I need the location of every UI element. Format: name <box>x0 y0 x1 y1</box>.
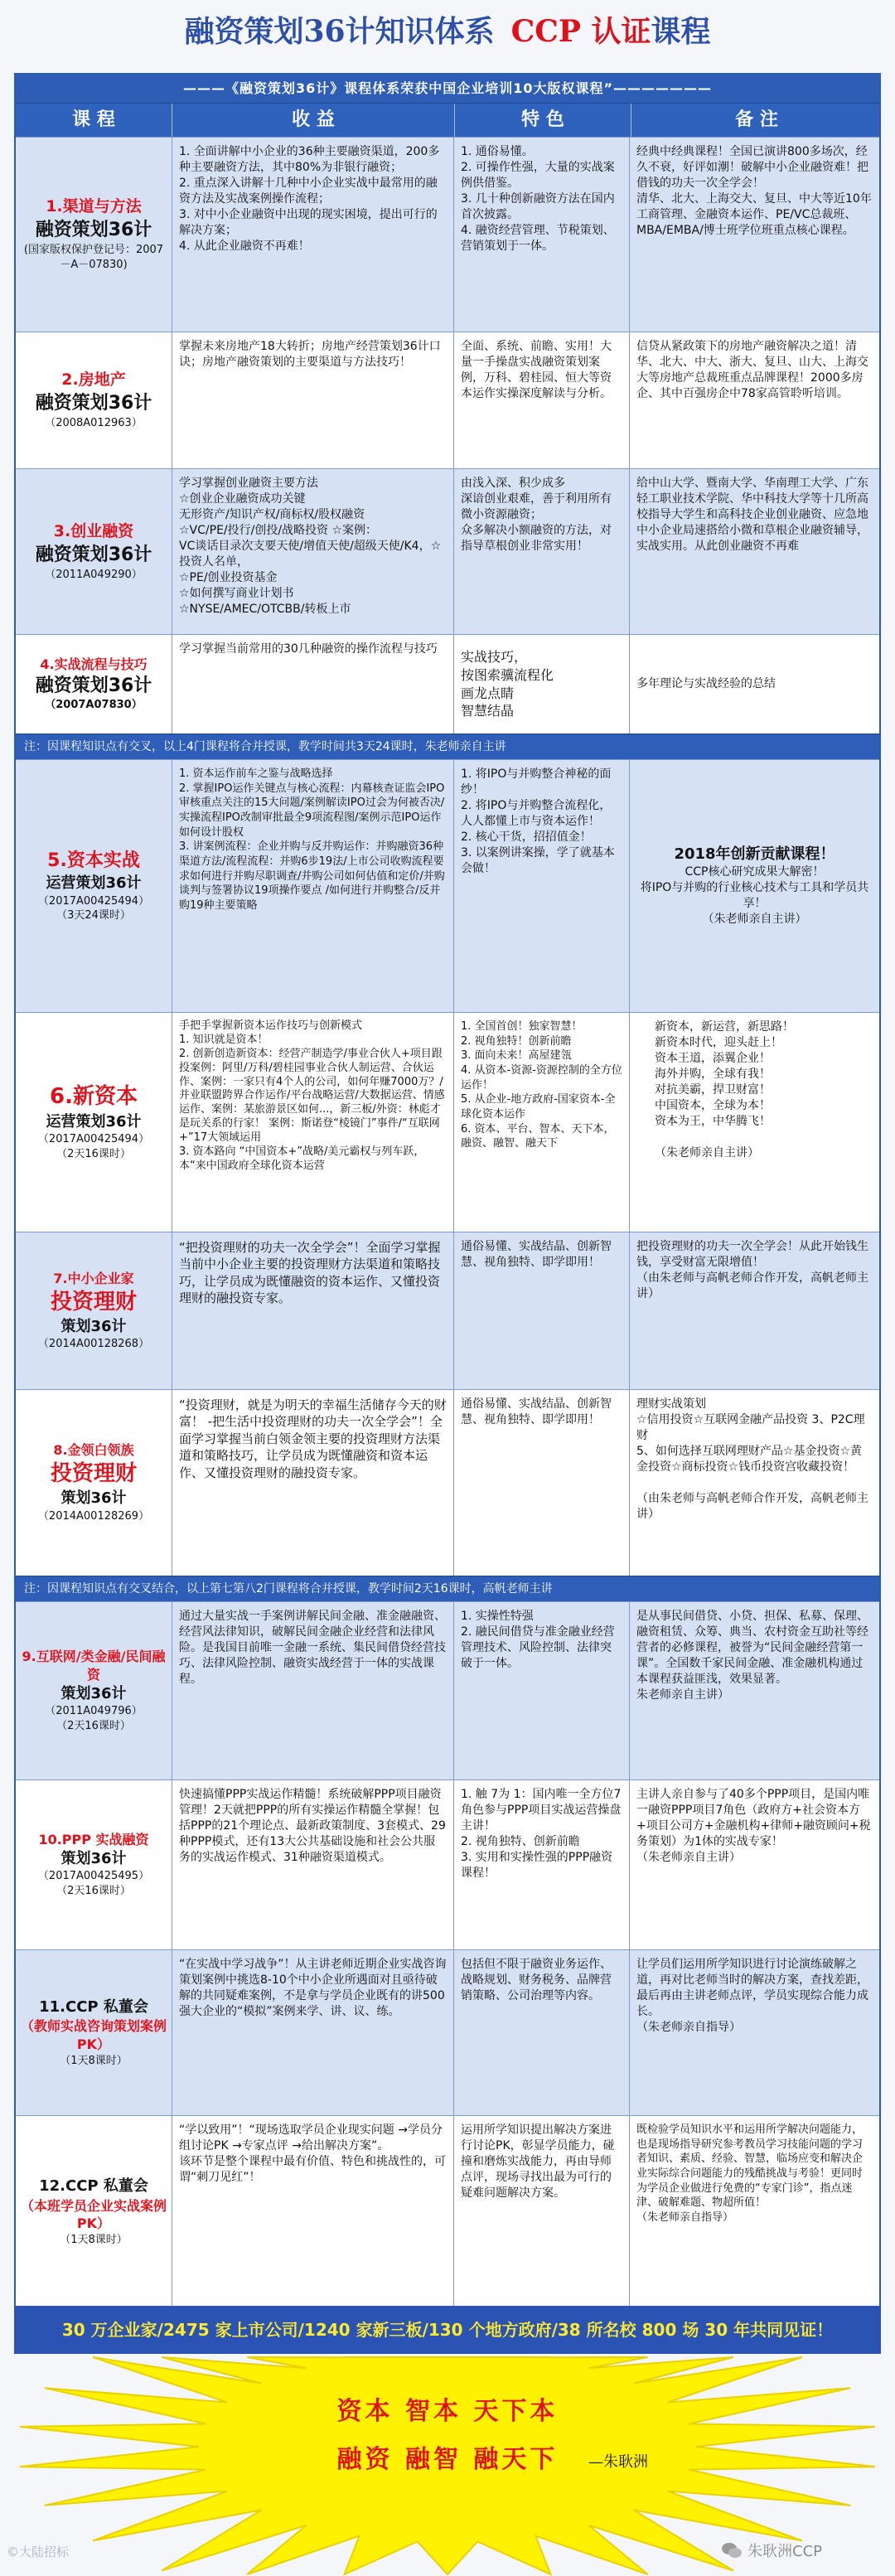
course-name-black: 策划36计 <box>60 1317 127 1335</box>
course-register-no: （2008A012963） <box>45 417 143 430</box>
course-name-black: 融资策划36计 <box>35 675 152 696</box>
table-row <box>16 332 879 468</box>
table-row <box>16 1012 879 1232</box>
footer-banner: 30 万企业家/2475 家上市公司/1240 家新三板/130 个地方政府/38 所名校 800 场 30 年共同见证！ <box>14 2306 881 2354</box>
course-name-red: 2.房地产 <box>61 370 126 390</box>
course-name-black: 融资策划36计 <box>35 220 152 241</box>
table-row <box>16 1779 879 1949</box>
slogan-area <box>0 2356 895 2576</box>
watermark-left: ©大陆招标 <box>7 2545 70 2559</box>
feature-cell: 全面、系统、前瞻、实用！大量一手操盘实战融资策划案例，万科、碧桂园、恒大等资本运作实操深度解读与分析。 <box>453 332 629 468</box>
table-row <box>16 759 879 1012</box>
title-part1: 融资策划36计知识体系 <box>184 14 495 49</box>
course-table <box>14 73 881 2310</box>
course-duration: （2天16课时） <box>56 1885 131 1898</box>
remark-cell: 信贷从紧政策下的房地产融资解决之道！清华、北大、中大、浙大、复旦、山大、上海交大等房地产总裁班重点品牌课程！2000多房企、其中百强房企中78家高管聆听培训。 <box>629 332 879 468</box>
wechat-icon <box>721 2541 743 2559</box>
table-row <box>16 1232 879 1389</box>
course-cell <box>16 1950 172 2115</box>
benefit-cell: 快速搞懂PPP实战运作精髓！系统破解PPP项目融资管理！2天就把PPP的所有实操运作精髓全掌握！包括PPP的21个理论点、最新政策制度、3套模式、29种PPP模式，还有13大公共基础设施和社会公共服务的实战运作模式、31种融资渠道模式。 <box>172 1780 453 1949</box>
course-name-red: 3.创业融资 <box>53 521 134 540</box>
course-name-red: 7.中小企业家 <box>53 1270 134 1286</box>
benefit-cell: 通过大量实战一手案例讲解民间金融、准金融融资、经营风法律知识，破解民间金融企业经营和法律风险。是我国目前唯一金融一系统、集民间借贷经营技巧、法律风险控制、融资实战经营于一体的实战课程。 <box>172 1602 453 1779</box>
table-row <box>16 1389 879 1576</box>
remark-cell: 理财实战策划 ☆信用投资☆互联网金融产品投资 3、P2C理财 5、如何选择互联网理财产品☆基金投资☆黄金投资☆商标投资☆钱币投资宫收藏投资！ （由朱老师与高帆老师合作开发，高帆老师主讲） <box>629 1390 879 1576</box>
course-name-red: （本班学员企业实战案例 PK） <box>20 2197 167 2232</box>
benefit-cell: “学以致用”！“现场选取学员企业现实问题 →学员分组讨论PK →专家点评 →给出解决方案”。 该环节是整个课程中最有价值、特色和挑战性的，可谓“刺刀见红”！ <box>172 2116 453 2308</box>
course-cell <box>16 1390 172 1576</box>
feature-cell: 通俗易懂、实战结晶、创新智慧、视角独特、即学即用！ <box>453 1232 629 1389</box>
remark-cell: 给中山大学、暨南大学、华南理工大学、广东轻工职业技术学院、华中科技大学等十几所高校指导大学生和高科技企业创业融资、应急地中小企业局速搭给小微和草根企业融资辅导，实战实用。从此创业融资不再难 <box>629 469 879 634</box>
benefit-cell: “在实战中学习战争”！从主讲老师近期企业实战咨询策划案例中挑选8-10个中小企业所遇面对且亟待破解的共同疑难案例，不是拿与学员企业既有的讲500强大企业的“模拟”案例来学、讲、议、练。 <box>172 1950 453 2115</box>
slogan-line-2: 融资 融智 融天下 <box>336 2445 559 2474</box>
course-name-red: 6.新资本 <box>50 1084 138 1110</box>
course-register-no: （2017A00425495） <box>37 1870 150 1883</box>
course-name-red: （教师实战咨询策划案例 PK） <box>20 2018 167 2052</box>
remark-cell: 主讲人亲自参与了40多个PPP项目，是国内唯一融资PPP项目7角色（政府方+社会资本方+项目公司方+金融机构+律师+融资顾问+税务策划）为1体的实战专家！ （朱老师亲自主讲） <box>629 1780 879 1949</box>
feature-cell: 实战技巧， 按图索骥流程化 画龙点睛 智慧结晶 <box>453 635 629 734</box>
course-cell <box>16 1780 172 1949</box>
title-part3: 课程 <box>651 14 711 49</box>
course-name-black: 策划36计 <box>60 1849 127 1867</box>
course-cell <box>16 1232 172 1389</box>
course-cell <box>16 760 172 1012</box>
course-register-no: （2007A07830） <box>45 699 143 712</box>
benefit-cell: 学习掌握创业融资主要方法 ☆创业企业融资成功关键 无形资产/知识产权/商标权/股权融资 ☆VC/PE/投行/创投/战略投资 ☆案例： VC谈话目录次支要天使/增值天使/超级天使/K4，☆投资人名单， ☆PE/创业投资基金 ☆如何撰写商业计划书 ☆NYSE/AMEC/OTCBB/转板上市 <box>172 469 453 634</box>
feature-cell: 1. 实操性特强 2. 融民间借贷与准金融业经营管理技术、风险控制、法律突破于一体。 <box>453 1602 629 1779</box>
note-bar: 注：因课程知识点有交叉，以上4门课程将合并授课，教学时间共3天24课时，朱老师亲自主讲 <box>16 734 879 759</box>
course-duration: （2天16课时） <box>56 1719 131 1732</box>
course-cell <box>16 332 172 468</box>
feature-cell: 包括但不限于融资业务运作、战略规划、财务税务、品牌营销策略、公司治理等内容。 <box>453 1950 629 2115</box>
watermark-right <box>721 2540 822 2561</box>
header-remark: 备 注 <box>631 104 882 137</box>
feature-cell: 运用所学知识提出解决方案进行讨论PK，彰显学员能力，碰撞和磨炼实战能力，再由导师点评，现场寻找出最为可行的疑难问题解决方案。 <box>453 2116 629 2308</box>
feature-cell: 通俗易懂、实战结晶、创新智慧、视角独特、即学即用！ <box>453 1390 629 1576</box>
header-course: 课 程 <box>72 109 115 130</box>
benefit-cell: “把投资理财的功夫一次全学会”！全面学习掌握当前中小企业主要的投资理财方法渠道和策略技巧，让学员成为既懂融资的资本运作、又懂投资理财的融投资专家。 <box>172 1232 453 1389</box>
course-cell <box>16 635 172 734</box>
course-name-black: 策划36计 <box>60 1489 127 1508</box>
benefit-cell: 1. 资本运作前车之鉴与战略选择 2. 掌握IPO运作关键点与核心流程：内幕核查证监会IPO审核重点关注的15大问题/案例解读IPO过会为何被否决/实操流程IPO改制审批最全9项流程图/案例示范IPO运作如何设计股权 3. 讲案例流程：企业并购与反并购运作：并购融资36种渠道方法/流程流程：并购6步19法/上市公司收购流程要求如何进行并购尽职调查/并购公司如何估值和定价/并购谈判与签署协议19项操作要点 /如何进行并购整合/反并购19种主要策略 <box>172 760 453 1012</box>
remark-cell: 多年理论与实战经验的总结 <box>629 635 879 734</box>
course-cell <box>16 469 172 634</box>
course-register-no: (国家版权保护登记号：2007－A－07830) <box>23 244 164 271</box>
course-register-no: （2017A00425494） <box>37 1133 150 1146</box>
remark-text: CCP核心研究成果大解密！ 将IPO与并购的行业核心技术与工具和学员共享！ （朱老师亲自主讲） <box>640 865 869 927</box>
remark-cell: 让学员们运用所学知识进行讨论演练破解之道，再对比老师当时的解决方案，查找差距，最后再由主讲老师点评，学员实现综合能力成长。 （朱老师亲自指导） <box>629 1950 879 2115</box>
slogan-line-1: 资本 智本 天下本 <box>336 2397 559 2426</box>
remark-title: 2018年创新贡献课程！ <box>674 845 835 863</box>
course-name-red: 9.互联网/类金融/民间融资 <box>22 1649 166 1683</box>
course-name: 11.CCP 私董会 <box>39 1997 148 2016</box>
course-cell <box>16 1013 172 1232</box>
feature-cell: 1. 全国首创！独家智慧！ 2. 视角独特！创新前瞻 3. 面向未来！高屋建瓴 4. 从资本-资源-资源控制的全方位运作！ 5. 从企业-地方政府-国家资本-全球化资本运作 6. 资本、平台、智本、天下本，融资、融智、融天下 <box>453 1013 629 1232</box>
table-row <box>16 634 879 734</box>
remark-cell: 既检验学员知识水平和运用所学解决问题能力，也是现场指导研究参考教员学习技能问题的学习者知识、素质、经验、智慧，临场应变和解决企业实际综合问题能力的残酷挑战与考验！更同时为学员企业做进行免费的“专家门诊”，指点迷津、破解难题、物超所值！ （朱老师亲自指导） <box>629 2116 879 2308</box>
award-banner: ———《融资策划36计》课程体系荣获中国企业培训10大版权课程”——————— <box>16 75 879 103</box>
remark-cell: 新资本，新运营，新思路！ 新资本时代，迎头赶上！ 资本王道，添翼企业！ 海外并购，全球有我！ 对抗美霸，捍卫财富！ 中国资本，全球为本！ 资本为王，中华腾飞！ （朱老师亲自主讲） <box>629 1013 879 1232</box>
course-register-no: （2011A049796） <box>45 1705 143 1718</box>
course-name: 12.CCP 私董会 <box>39 2177 148 2196</box>
course-register-no: （2017A00425494） <box>37 894 150 908</box>
benefit-cell: 掌握未来房地产18大转折；房地产经营策划36计口诀；房地产融资策划的主要渠道与方法技巧！ <box>172 332 453 468</box>
feature-cell: 1. 通俗易懂。 2. 可操作性强，大量的实战案例供借鉴。 3. 几十种创新融资方法在国内首次披露。 4. 融资经营管理、节税策划、营销策划于一体。 <box>453 138 629 332</box>
remark-cell <box>629 760 879 1012</box>
table-row <box>16 137 879 332</box>
course-duration: （2天16课时） <box>56 1147 131 1160</box>
course-duration: （1天8课时） <box>60 2054 128 2067</box>
course-name-red-big: 投资理财 <box>50 1289 137 1315</box>
table-row <box>16 468 879 634</box>
watermark-right-text: 朱耿洲CCP <box>747 2543 822 2560</box>
remark-cell: 把投资理财的功夫一次全学会！从此开始钱生钱，享受财富无限增值！ （由朱老师与高帆老师合作开发，高帆老师主讲） <box>629 1232 879 1389</box>
course-name-red: 10.PPP 实战融资 <box>38 1832 149 1848</box>
course-duration: （3天24课时） <box>56 909 131 922</box>
course-name-black: 融资策划36计 <box>35 393 152 414</box>
course-duration: （1天8课时） <box>60 2234 128 2247</box>
course-name-black: 融资策划36计 <box>35 544 152 565</box>
table-row <box>16 1949 879 2115</box>
note-bar: 注：因课程知识点有交叉结合，以上第七第八2门课程将合并授课，教学时间2天16课时，高帆老师主讲 <box>16 1576 879 1601</box>
table-row <box>16 1601 879 1779</box>
course-name-black: 运营策划36计 <box>46 1112 142 1131</box>
course-name-red: 8.金领白领族 <box>53 1442 134 1459</box>
course-cell <box>16 2116 172 2308</box>
remark-cell: 是从事民间借贷、小贷、担保、私募、保理、融资租赁、众筹、典当、农村资金互助社等经营者的必修课程，被誉为“民间金融经营第一课”。全国数千家民间金融、准金融机构通过本课程获益匪浅，效果显著。 朱老师亲自主讲） <box>629 1602 879 1779</box>
benefit-cell: 1. 全面讲解中小企业的36种主要融资渠道，200多种主要融资方法，其中80%为非银行融资； 2. 重点深入讲解十几种中小企业实战中最常用的融资方法及实战案例操作流程； 3. 对中小企业融资中出现的现实困境，提出可行的解决方案； 4. 从此企业融资不再难！ <box>172 138 453 332</box>
course-name-red: 4.实战流程与技巧 <box>40 656 148 672</box>
benefit-cell: 学习掌握当前常用的30几种融资的操作流程与技巧 <box>172 635 453 734</box>
page-title <box>0 0 895 63</box>
table-row <box>16 2115 879 2308</box>
course-cell <box>16 1602 172 1779</box>
header-feature: 特 色 <box>454 104 631 137</box>
course-name-red-big: 投资理财 <box>50 1461 137 1487</box>
benefit-cell: 手把手掌握新资本运作技巧与创新模式 1. 知识就是资本！ 2. 创新创造新资本：经营产制造学/事业合伙人+项目跟投案例：阿里/万科/碧桂园事业合伙人制运营、合伙运作、案例：一家只有4个人的公司，如何年赚7000万？/并业联盟跨界合作运作/平台战略运营/大数据运营、情感运作、案例：某旅游景区如何...，新三板/外资：林彪才是玩关系的行家！ 案例：斯诺登“棱镜门”事件/“互联网+”17大领域运用 3. 资本路向 “中国资本+”战略/美元霸权与列车跃，本“来中国政府全球化资本运营 <box>172 1013 453 1232</box>
course-register-no: （2014A00128269） <box>37 1509 150 1523</box>
benefit-cell: “投资理财，就是为明天的幸福生活储存今天的财富！ -把生活中投资理财的功夫一次全学会”！全面学习掌握当前白领金领主要的投资理财方法渠道和策略技巧，让学员成为既懂融资和资本运作、又懂投资理财的融投资专家。 <box>172 1390 453 1576</box>
feature-cell: 1. 触 7为 1：国内唯一全方位7角色参与PPP项目实战运营操盘主讲！ 2. 视角独特、创新前瞻 3. 实用和实操性强的PPP融资课程！ <box>453 1780 629 1949</box>
feature-cell: 由浅入深、积少成多 深谙创业艰难，善于利用所有微小资源融资； 众多解决小额融资的方法，对指导草根创业非常实用！ <box>453 469 629 634</box>
feature-cell: 1. 将IPO与并购整合神秘的面纱！ 2. 将IPO与并购整合流程化，人人都懂上市与资本运作！ 2. 核心干货，招招值金！ 3. 以案例讲案操，学了就基本会做！ <box>453 760 629 1012</box>
course-cell <box>16 138 172 332</box>
course-name-red: 5.资本实战 <box>47 850 140 872</box>
remark-cell: 经典中经典课程！全国已演讲800多场次，经久不衰，好评如潮！破解中小企业融资难！把借钱的功夫一次全学会！ 清华、北大、上海交大、复旦、中大等近10年工商管理、金融资本运作、PE/VC总裁班、MBA/EMBA/博士班学位班重点核心课程。 <box>629 138 879 332</box>
table-header <box>16 103 879 137</box>
course-register-no: （2014A00128268） <box>37 1338 150 1351</box>
course-name-red: 1.渠道与方法 <box>46 197 142 216</box>
title-part2: CCP 认证 <box>510 14 651 49</box>
course-register-no: （2011A049290） <box>45 568 143 581</box>
course-name-black: 运营策划36计 <box>46 874 142 893</box>
header-benefit: 收 益 <box>172 104 454 137</box>
course-name-black: 策划36计 <box>60 1684 127 1702</box>
author-signature: —朱耿洲 <box>588 2453 648 2471</box>
